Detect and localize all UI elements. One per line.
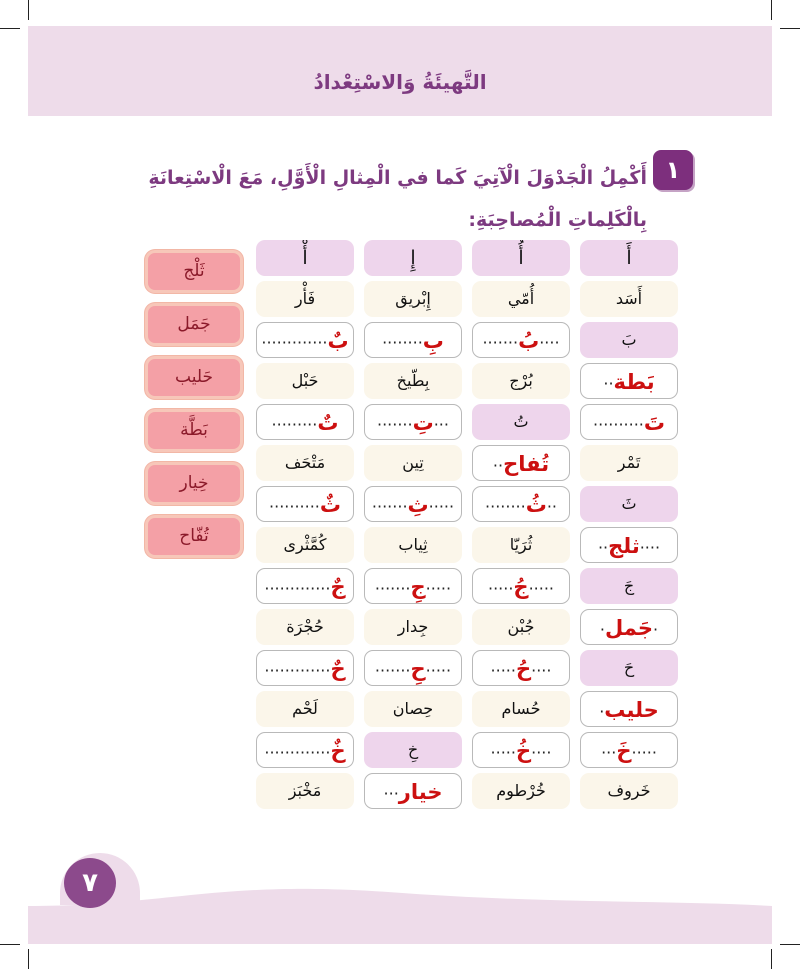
letter-cell: حَ	[580, 650, 678, 686]
answer-cell[interactable]	[472, 486, 570, 522]
blank-dots: ·······	[374, 579, 411, 598]
blank-dots: ·······	[482, 333, 519, 352]
crop-mark	[0, 28, 20, 29]
letter-cell: بَ	[580, 322, 678, 358]
handwritten-answer: بَطة	[613, 370, 655, 394]
crop-mark	[28, 949, 29, 969]
example-word: حُسام	[472, 691, 570, 727]
handwritten-answer: جٌ	[330, 575, 346, 599]
example-word: لَحْم	[256, 691, 354, 727]
blank-dots: ·	[599, 702, 605, 721]
answer-cell[interactable]	[256, 732, 354, 768]
crop-mark	[780, 944, 800, 945]
example-word: جُبْن	[472, 609, 570, 645]
example-word: مَتْحَف	[256, 445, 354, 481]
handwritten-answer: خٌ	[330, 739, 346, 763]
handwritten-answer: ثٌ	[319, 493, 341, 517]
handwritten-answer: تَ	[643, 411, 665, 435]
handwritten-answer: خُ	[515, 739, 532, 763]
letter-cell: خِ	[364, 732, 462, 768]
handwritten-answer: جَمل	[605, 616, 653, 640]
blank-dots: ·	[599, 620, 606, 639]
blank-dots: ·······	[377, 415, 413, 434]
blank-dots: ···	[601, 743, 617, 762]
answer-cell[interactable]	[364, 773, 462, 809]
example-word: تِين	[364, 445, 462, 481]
handwritten-answer: تِ	[412, 411, 434, 435]
answer-cell[interactable]	[256, 322, 354, 358]
answer-cell[interactable]	[580, 527, 678, 563]
handwritten-answer: تُفاح	[503, 452, 550, 476]
column-header: أُ	[472, 240, 570, 276]
crop-mark	[771, 949, 772, 969]
blank-dots: ··	[492, 456, 504, 475]
handwritten-answer: حٌ	[330, 657, 346, 681]
blank-dots: ·········	[271, 415, 318, 434]
blank-dots: ·····	[490, 743, 516, 762]
answer-cell[interactable]	[472, 445, 570, 481]
blank-dots: ···	[433, 415, 449, 434]
answer-cell[interactable]	[472, 568, 570, 604]
blank-dots: ·······	[371, 497, 408, 516]
letter-cell: جَ	[580, 568, 678, 604]
handwritten-answer: تٌ	[317, 411, 339, 435]
example-word: حِصان	[364, 691, 462, 727]
page-number: ٧	[64, 858, 116, 908]
letter-cell: ثَ	[580, 486, 678, 522]
blank-dots: ·····	[425, 579, 452, 598]
exercise-number: ١	[653, 150, 693, 190]
example-word: خَروف	[580, 773, 678, 809]
blank-dots: ··	[597, 538, 609, 557]
example-word: حَبْل	[256, 363, 354, 399]
example-word: بُرْج	[472, 363, 570, 399]
column-header: أْ	[256, 240, 354, 276]
example-word: جِدار	[364, 609, 462, 645]
example-word: فَأْر	[256, 281, 354, 317]
word-bank-item: خِيار	[145, 462, 243, 505]
handwritten-answer: حُ	[515, 657, 532, 681]
exercise-instruction: أَكْمِلُ الْجَدْوَلَ الْآتِيَ كَما في الْمِثالِ الْأَوَّلِ، مَعَ الْاسْتِعانَةِ بِالْكَلِماتِ الْمُصاحِبَةِ:	[148, 167, 647, 231]
blank-dots: ··	[603, 374, 614, 393]
answer-cell[interactable]	[364, 322, 462, 358]
word-bank-item: حَليب	[145, 356, 243, 399]
footer-band	[28, 906, 772, 944]
handwritten-answer: جُ	[513, 575, 529, 599]
handwritten-answer: ثِ	[407, 493, 429, 517]
handwritten-answer: جِ	[410, 575, 426, 599]
answer-cell[interactable]	[364, 486, 462, 522]
answer-cell[interactable]	[364, 568, 462, 604]
example-word: إِبْريق	[364, 281, 462, 317]
blank-dots: ·············	[264, 579, 331, 598]
blank-dots: ·····	[528, 579, 554, 598]
word-bank-item: بَطَّة	[145, 409, 243, 452]
crop-mark	[771, 0, 772, 20]
letter-cell: تُ	[472, 404, 570, 440]
column-header: إِ	[364, 240, 462, 276]
blank-dots: ·····	[631, 743, 657, 762]
answer-cell[interactable]	[580, 363, 678, 399]
example-word: أَسَد	[580, 281, 678, 317]
blank-dots: ·	[652, 620, 659, 639]
blank-dots: ·············	[261, 333, 328, 352]
answer-cell[interactable]	[256, 568, 354, 604]
handwritten-answer: ثلج	[608, 534, 640, 558]
answer-cell[interactable]	[364, 650, 462, 686]
answer-cell[interactable]	[580, 691, 678, 727]
blank-dots: ·····	[425, 661, 452, 680]
handwritten-answer: بِ	[422, 329, 444, 353]
blank-dots: ········	[382, 333, 423, 352]
crop-mark	[0, 944, 20, 945]
example-word: بِطّيخ	[364, 363, 462, 399]
blank-dots: ··········	[593, 415, 644, 434]
example-word: أُمّي	[472, 281, 570, 317]
example-word: ثِياب	[364, 527, 462, 563]
handwritten-answer: بٌ	[327, 329, 349, 353]
word-bank-item: ثَلْج	[145, 250, 243, 293]
crop-mark	[780, 28, 800, 29]
crop-mark	[28, 0, 29, 20]
word-bank-item: جَمَل	[145, 303, 243, 346]
handwritten-answer: خَ	[616, 739, 632, 763]
blank-dots: ·············	[264, 661, 331, 680]
example-word: مَخْبَز	[256, 773, 354, 809]
blank-dots: ··	[546, 497, 557, 516]
answer-cell[interactable]	[364, 404, 462, 440]
blank-dots: ···	[383, 784, 399, 803]
blank-dots: ····	[531, 661, 552, 680]
blank-dots: ··········	[269, 497, 320, 516]
example-word: ثُرَيّا	[472, 527, 570, 563]
blank-dots: ····	[639, 538, 661, 557]
blank-dots: ····	[531, 743, 552, 762]
blank-dots: ·············	[264, 743, 331, 762]
blank-dots: ·····	[487, 579, 514, 598]
example-word: تَمْر	[580, 445, 678, 481]
answer-cell[interactable]	[472, 732, 570, 768]
blank-dots: ·····	[428, 497, 455, 516]
example-word: كُمَّثْرى	[256, 527, 354, 563]
answer-cell[interactable]	[256, 404, 354, 440]
handwritten-answer: خيار	[398, 780, 443, 804]
answer-cell[interactable]	[580, 404, 678, 440]
example-word: خُرْطوم	[472, 773, 570, 809]
handwritten-answer: بُ	[518, 329, 540, 353]
word-bank-item: تُفّاح	[145, 515, 243, 558]
column-header: أَ	[580, 240, 678, 276]
answer-cell[interactable]	[580, 732, 678, 768]
answer-cell[interactable]	[472, 650, 570, 686]
blank-dots: ·······	[374, 661, 411, 680]
handwritten-answer: حليب	[604, 698, 659, 722]
answer-cell[interactable]	[256, 486, 354, 522]
handwritten-answer: ثُ	[525, 493, 547, 517]
blank-dots: ·····	[490, 661, 516, 680]
example-word: حُجْرَة	[256, 609, 354, 645]
answer-cell[interactable]	[580, 609, 678, 645]
blank-dots: ········	[485, 497, 526, 516]
section-title: التَّهيئَةُ وَالاسْتِعْدادُ	[313, 70, 487, 94]
answer-cell[interactable]	[472, 322, 570, 358]
answer-cell[interactable]	[256, 650, 354, 686]
blank-dots: ····	[539, 333, 560, 352]
handwritten-answer: حِ	[410, 657, 426, 681]
